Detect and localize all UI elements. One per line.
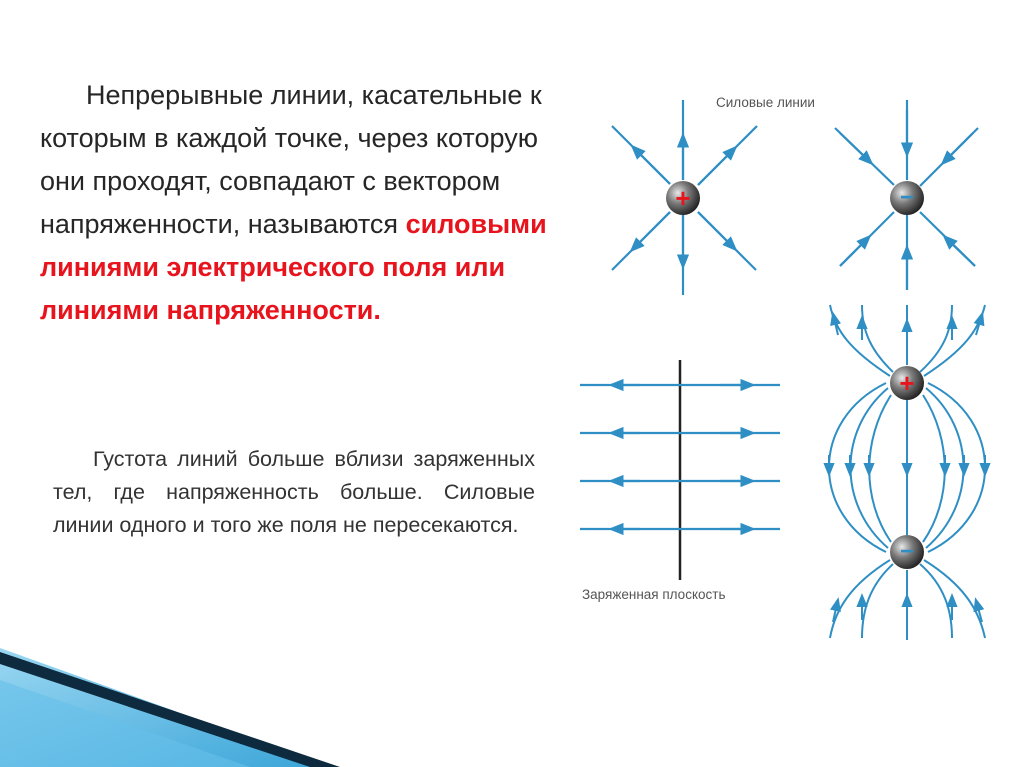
plus-sign-top: + xyxy=(675,183,691,213)
plus-sign-dipole: + xyxy=(899,368,915,398)
note-paragraph: Густота линий больше вблизи заряженных тел, где напряженность больше. Силовые линии одного и того же поля не пересекаются. xyxy=(53,447,535,537)
caption-plane: Заряженная плоскость xyxy=(582,587,726,602)
minus-sign-dipole: − xyxy=(899,538,915,565)
dipole-field xyxy=(829,305,985,640)
definition-plain: Непрерывные линии, касательные к которым в каждой точке, через которую они проходят, совпадают с вектором напряженности, называются xyxy=(40,80,542,239)
caption-lines: Силовые линии xyxy=(716,95,815,110)
corner-decoration xyxy=(0,648,340,767)
charged-plane-figure xyxy=(580,360,780,602)
definition-highlight: силовыми линиями электрического поля или линиями напряженности. xyxy=(40,209,547,325)
minus-sign-top: − xyxy=(899,184,915,211)
